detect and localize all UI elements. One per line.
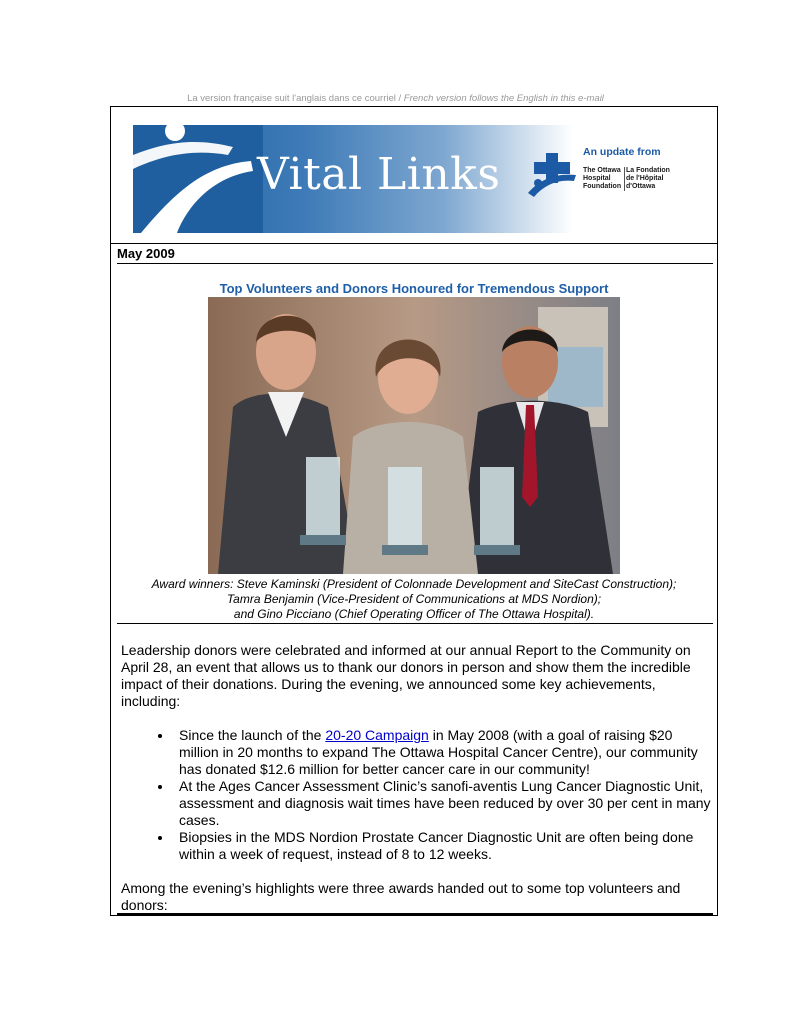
- language-note-french: French version follows the English in this e-mail: [403, 93, 604, 104]
- date-divider: [117, 263, 713, 264]
- award-winners-photo: [208, 297, 620, 574]
- caption-line-1: Award winners: Steve Kaminski (President of Colonnade Development and SiteCast Construction);: [151, 577, 677, 591]
- closing-paragraph: Among the evening’s highlights were three awards handed out to some top volunteers and donors:: [121, 880, 681, 913]
- caption-line-3: and Gino Picciano (Chief Operating Officer of The Ottawa Hospital).: [233, 607, 595, 621]
- org-fr-line3: d'Ottawa: [626, 183, 656, 190]
- language-note-english: La version française suit l'anglais dans ce courriel /: [187, 93, 404, 104]
- issue-date: May 2009: [117, 246, 175, 261]
- foundation-name-french: [626, 167, 670, 191]
- bullet1-text-before: Since the launch of the: [179, 727, 326, 743]
- org-en-line3: Foundation: [583, 183, 622, 190]
- photo-caption: [111, 577, 717, 622]
- achievements-list: [121, 727, 711, 863]
- intro-paragraph: Leadership donors were celebrated and informed at our annual Report to the Community on April 28, an event that allows us to thank our donors in person and show them the incredible impact of their donations. During the evening, we announced some key achievements, including:: [121, 642, 691, 709]
- language-note: [0, 93, 791, 104]
- list-item: [173, 727, 711, 778]
- org-en-line2: Hospital: [583, 175, 611, 182]
- article-body: [121, 642, 711, 914]
- caption-divider: [117, 623, 713, 624]
- list-item: • At the Ages Cancer Assessment Clinic’s sanofi-aventis Lung Cancer Diagnostic Unit, assessment and diagnosis wait times have been reduced by over 30 per cent in many cases.: [173, 778, 711, 829]
- hospital-logo-icon: [526, 153, 578, 197]
- caption-line-2: Tamra Benjamin (Vice-President of Communications at MDS Nordion);: [226, 592, 602, 606]
- foundation-name-english: [583, 167, 625, 191]
- vital-links-banner: [133, 125, 697, 233]
- bottom-divider: [117, 913, 713, 915]
- banner-title: Vital Links: [257, 149, 501, 200]
- org-en-line1: The Ottawa: [583, 167, 621, 174]
- swoosh-figure-icon: [133, 125, 263, 233]
- banner-divider: [111, 243, 717, 244]
- org-fr-line1: La Fondation: [626, 167, 670, 174]
- update-from-label: An update from: [583, 146, 661, 158]
- article-headline: Top Volunteers and Donors Honoured for Tremendous Support: [219, 281, 609, 296]
- campaign-link[interactable]: 20-20 Campaign: [325, 727, 429, 743]
- newsletter-frame: [110, 106, 718, 916]
- list-item: • Biopsies in the MDS Nordion Prostate Cancer Diagnostic Unit are often being done within a week of request, instead of 8 to 12 weeks.: [173, 829, 711, 863]
- bullet1-text-after: in May 2008 (with a goal of raising $20 million in 20 months to expand The Ottawa Hospital Cancer Centre), our community has donated $12.6 million for better cancer care in our community!: [179, 727, 698, 777]
- org-fr-line2: de l'Hôpital: [626, 175, 664, 182]
